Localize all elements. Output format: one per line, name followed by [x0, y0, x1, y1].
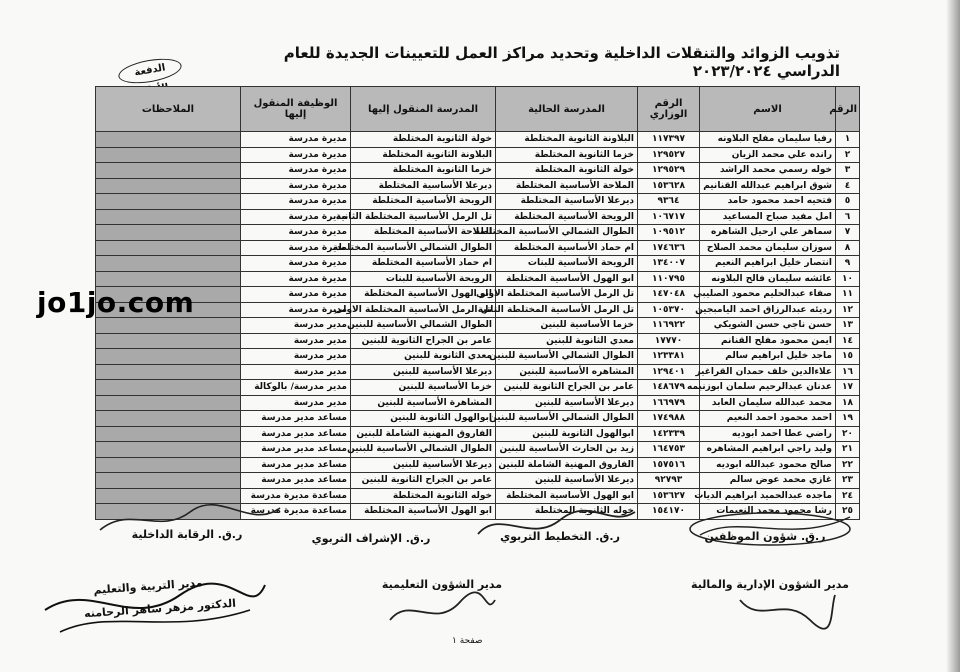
cell-id: ١٤٧٠٤٨ [638, 287, 700, 303]
cell-target: معدي الثانوية للبنين [351, 349, 496, 365]
cell-current: ابو الهول الأساسية المختلطة [496, 271, 638, 287]
cell-current: تل الرمل الأساسية المختلطة الثانية [496, 302, 638, 318]
signature-educational-supervision: ر.ق. الإشراف التربوي [311, 532, 431, 545]
table-row [96, 442, 860, 458]
cell-target: تل الرمل الأساسية المختلطة الثانية [351, 209, 496, 225]
cell-notes [96, 147, 241, 163]
cell-name: رانده علي محمد الزيان [700, 147, 836, 163]
cell-current: عامر بن الجراح الثانوية للبنين [496, 380, 638, 396]
cell-no: ١٠ [836, 271, 860, 287]
cell-name: صالح محمود عبدالله ابوديه [700, 457, 836, 473]
cell-id: ١٥٣٦٢٧ [638, 488, 700, 504]
cell-notes [96, 457, 241, 473]
handwritten-signature-icon [470, 506, 640, 546]
cell-job: مدير مدرسة [241, 318, 351, 334]
cell-notes [96, 380, 241, 396]
table-row [96, 240, 860, 256]
cell-name: حسن ناجي حسن الشويكي [700, 318, 836, 334]
cell-no: ١٢ [836, 302, 860, 318]
cell-id: ١٠٩٥١٢ [638, 225, 700, 241]
cell-current: الطوال الشمالي الأساسية للبنين [496, 349, 638, 365]
cell-job: مساعدة مديرة مدرسة [241, 504, 351, 520]
cell-no: ٢ [836, 147, 860, 163]
cell-notes [96, 225, 241, 241]
handwritten-signature-icon [380, 590, 500, 635]
cell-current: خزما الأساسية للبنين [496, 318, 638, 334]
cell-id: ١٥٤١٧٠ [638, 504, 700, 520]
cell-id: ١٤٢٣٣٩ [638, 426, 700, 442]
cell-id: ١٢٩٤٠١ [638, 364, 700, 380]
cell-notes [96, 411, 241, 427]
cell-target: الرويحة الأساسية المختلطة [351, 194, 496, 210]
table-row [96, 426, 860, 442]
cell-no: ٢٠ [836, 426, 860, 442]
cell-no: ٢١ [836, 442, 860, 458]
cell-job: مديرة مدرسة [241, 163, 351, 179]
table-row [96, 302, 860, 318]
cell-notes [96, 132, 241, 148]
cell-name: رفيا سليمان مفلح البلاونه [700, 132, 836, 148]
cell-name: احمد محمود احمد النعيم [700, 411, 836, 427]
cell-id: ١٥٣٦٢٨ [638, 178, 700, 194]
cell-job: مساعدة مديرة مدرسة [241, 488, 351, 504]
cell-name: رديئه عبدالرزاق احمد اليامبجين [700, 302, 836, 318]
cell-target: الملاحة الأساسية المختلطة [351, 225, 496, 241]
cell-notes [96, 349, 241, 365]
cell-no: ٢٢ [836, 457, 860, 473]
header-target-job: الوظيفة المنقول إليها [241, 87, 351, 132]
cell-id: ١٢٩٥٢٩ [638, 163, 700, 179]
cell-current: الطوال الشمالي الأساسية المختلطة [496, 225, 638, 241]
header-ministry-id: الرقم الوزاري [638, 87, 700, 132]
cell-target: عامر بن الجراح الثانوية للبنين [351, 333, 496, 349]
cell-target: المشاهرة الأساسية للبنين [351, 395, 496, 411]
cell-notes [96, 256, 241, 272]
cell-current: ابوالهول الثانوية للبنين [496, 426, 638, 442]
signature-education-director: مدير التربية والتعليم [92, 576, 204, 597]
cell-id: ١٢٣٣٨١ [638, 349, 700, 365]
cell-name: خوله رسمي محمد الراشد [700, 163, 836, 179]
cell-current: البلاونة الثانوية المختلطة [496, 132, 638, 148]
cell-name: علاءالدين خلف حمدان القراغير [700, 364, 836, 380]
cell-current: ابو الهول الأساسية المختلطة [496, 488, 638, 504]
cell-job: مديرة مدرسة [241, 302, 351, 318]
cell-no: ١٥ [836, 349, 860, 365]
header-current-school: المدرسة الحالية [496, 87, 638, 132]
cell-job: مدير مدرسة [241, 349, 351, 365]
table-row [96, 318, 860, 334]
transfers-table [95, 86, 860, 520]
cell-notes [96, 240, 241, 256]
cell-id: ١٤٨٦٧٩ [638, 380, 700, 396]
cell-no: ٧ [836, 225, 860, 241]
cell-notes [96, 318, 241, 334]
cell-no: ٨ [836, 240, 860, 256]
cell-name: شوق ابراهيم عبدالله القنانيم [700, 178, 836, 194]
cell-no: ١٧ [836, 380, 860, 396]
cell-job: مديرة مدرسة [241, 178, 351, 194]
cell-notes [96, 395, 241, 411]
cell-job: مديرة مدرسة [241, 287, 351, 303]
table-row [96, 349, 860, 365]
table-row [96, 271, 860, 287]
watermark: jo1jo.com [37, 286, 195, 319]
cell-current: ديرعلا الأساسية للبنين [496, 473, 638, 489]
cell-id: ١٧٧٧٠ [638, 333, 700, 349]
cell-no: ١ [836, 132, 860, 148]
table-row [96, 163, 860, 179]
cell-job: مدير مدرسة/ بالوكالة [241, 380, 351, 396]
cell-no: ٣ [836, 163, 860, 179]
cell-no: ٩ [836, 256, 860, 272]
cell-target: ام حماد الأساسية المختلطة [351, 256, 496, 272]
cell-name: ايمن محمود مفلح القنانم [700, 333, 836, 349]
handwritten-signature-icon [90, 500, 290, 540]
signature-educational-planning: ر.ق. التخطيط التربوي [500, 530, 620, 543]
handwritten-signature-icon [40, 570, 270, 640]
signature-admin-finance-director: مدير الشؤون الإدارية والمالية [691, 578, 849, 591]
cell-no: ٦ [836, 209, 860, 225]
cell-id: ١٣٤٠٠٧ [638, 256, 700, 272]
table-row [96, 457, 860, 473]
cell-current: ديرعلا الأساسية للبنين [496, 395, 638, 411]
cell-current: الرويحة الأساسية المختلطة [496, 209, 638, 225]
cell-current: خولة الثانوية المختلطة [496, 163, 638, 179]
cell-job: مدير مدرسة [241, 364, 351, 380]
signature-director-name: الدكتور مزهر ساهر الرحامنه [83, 596, 237, 621]
cell-no: ٥ [836, 194, 860, 210]
header-notes: الملاحظات [96, 87, 241, 132]
scan-edge-shadow [946, 0, 960, 672]
cell-id: ١٦٤٧٥٣ [638, 442, 700, 458]
cell-target: ابو الهول الأساسية المختلطة [351, 287, 496, 303]
cell-job: مدير مدرسة [241, 333, 351, 349]
cell-name: عدنان عبدالرحيم سلمان ابوزنيمه [700, 380, 836, 396]
cell-notes [96, 178, 241, 194]
cell-name: ماجده عبدالحميد ابراهيم الديات [700, 488, 836, 504]
cell-current: الرويحة الأساسية للبنات [496, 256, 638, 272]
cell-notes [96, 426, 241, 442]
cell-id: ١٠٥٣٧٠ [638, 302, 700, 318]
signature-educational-affairs-director: مدير الشؤون التعليمية [381, 578, 503, 591]
cell-notes [96, 473, 241, 489]
cell-id: ١١٧٣٩٧ [638, 132, 700, 148]
cell-name: عائشه سليمان فالح البلاونه [700, 271, 836, 287]
cell-name: سماهر علي ارحيل الشاهره [700, 225, 836, 241]
cell-target: خزما الثانوية المختلطة [351, 163, 496, 179]
cell-no: ١١ [836, 287, 860, 303]
cell-no: ٢٥ [836, 504, 860, 520]
cell-no: ١٨ [836, 395, 860, 411]
cell-current: الفاروق المهنية الشاملة للبنين [496, 457, 638, 473]
cell-name: امل مفيد صباح المساعيد [700, 209, 836, 225]
cell-current: خزما الثانوية المختلطة [496, 147, 638, 163]
cell-target: خوله الثانوية المختلطة [351, 488, 496, 504]
cell-notes [96, 271, 241, 287]
cell-target: ديرعلا الأساسية للبنين [351, 457, 496, 473]
cell-name: فتحيه احمد محمود حامد [700, 194, 836, 210]
table-row [96, 256, 860, 272]
cell-target: ديرعلا الأساسية المختلطة [351, 178, 496, 194]
cell-job: مديرة مدرسة [241, 256, 351, 272]
cell-no: ١٩ [836, 411, 860, 427]
cell-id: ١٢٩٥٢٧ [638, 147, 700, 163]
cell-target: ديرعلا الأساسية للبنين [351, 364, 496, 380]
header-number: الرقم [836, 87, 860, 132]
cell-current: الملاحة الأساسية المختلطة [496, 178, 638, 194]
cell-no: ١٦ [836, 364, 860, 380]
table-row [96, 395, 860, 411]
cell-target: خزما الأساسية للبنين [351, 380, 496, 396]
cell-name: راضي عطا احمد ابوديه [700, 426, 836, 442]
cell-job: مديرة مدرسة [241, 225, 351, 241]
cell-notes [96, 194, 241, 210]
cell-current: تل الرمل الأساسية المختلطة الاولى [496, 287, 638, 303]
cell-job: مديرة مدرسة [241, 271, 351, 287]
cell-target: الفاروق المهنية الشاملة للبنين [351, 426, 496, 442]
cell-id: ١٠٦٧١٧ [638, 209, 700, 225]
document-title: تذويب الزوائد والتنقلات الداخلية وتحديد مراكز العمل للتعيينات الجديدة للعام الدراسي ٢٠٢٣/٢٠٢٤ [283, 44, 840, 80]
cell-target: خولة الثانوية المختلطة [351, 132, 496, 148]
cell-id: ١١٦٩٢٢ [638, 318, 700, 334]
cell-id: ٩٢٧٩٣ [638, 473, 700, 489]
cell-job: مديرة مدرسة [241, 194, 351, 210]
cell-current: الطوال الشمالي الأساسية للبنين [496, 411, 638, 427]
cell-target: الطوال الشمالي الأساسية للبنين [351, 318, 496, 334]
batch-stamp: الدفعة [117, 55, 184, 88]
cell-target: تل الرمل الأساسية المختلطة الاولى [351, 302, 496, 318]
table-row [96, 209, 860, 225]
page-number: صفحة ١ [452, 636, 483, 646]
cell-notes [96, 333, 241, 349]
cell-notes [96, 364, 241, 380]
cell-target: ابو الهول الأساسية المختلطة [351, 504, 496, 520]
cell-current: زيد بن الحارث الأساسية للبنين [496, 442, 638, 458]
cell-target: البلاونة الثانوية المختلطة [351, 147, 496, 163]
cell-id: ١١٠٧٩٥ [638, 271, 700, 287]
cell-target: الطوال الشمالي الأساسية المختلطة [351, 240, 496, 256]
cell-id: ١٥٧٥١٦ [638, 457, 700, 473]
table-row [96, 364, 860, 380]
cell-no: ٢٣ [836, 473, 860, 489]
cell-target: عامر بن الجراح الثانوية للبنين [351, 473, 496, 489]
cell-id: ١٧٤٦٣٦ [638, 240, 700, 256]
header-target-school: المدرسة المنقول إليها [351, 87, 496, 132]
table-row [96, 147, 860, 163]
cell-target: ابوالهول الثانوية للبنين [351, 411, 496, 427]
cell-job: مدير مدرسة [241, 395, 351, 411]
cell-notes [96, 209, 241, 225]
cell-no: ٤ [836, 178, 860, 194]
cell-job: مديرة مدرسة [241, 132, 351, 148]
cell-name: انتصار خليل ابراهيم النعيم [700, 256, 836, 272]
cell-notes [96, 442, 241, 458]
table-row [96, 380, 860, 396]
cell-no: ١٣ [836, 318, 860, 334]
cell-current: المشاهره الأساسية للبنين [496, 364, 638, 380]
cell-name: غازي محمد عوض سالم [700, 473, 836, 489]
header-name: الاسم [700, 87, 836, 132]
cell-target: الطوال الشمالي الأساسية للبنين [351, 442, 496, 458]
cell-current: معدي الثانوية للبنين [496, 333, 638, 349]
cell-id: ١٧٤٩٨٨ [638, 411, 700, 427]
cell-job: مساعد مدير مدرسة [241, 426, 351, 442]
table-row [96, 178, 860, 194]
cell-name: رشا محمود محمد النعيمات [700, 504, 836, 520]
cell-current: خوله الثانوية المختلطة [496, 504, 638, 520]
cell-job: مساعد مدير مدرسة [241, 473, 351, 489]
cell-id: ١٦٦٩٧٩ [638, 395, 700, 411]
cell-notes [96, 163, 241, 179]
cell-job: مساعد مدير مدرسة [241, 442, 351, 458]
table-row [96, 287, 860, 303]
cell-job: مديرة مدرسة [241, 240, 351, 256]
table-row [96, 132, 860, 148]
cell-id: ٩٣٦٤ [638, 194, 700, 210]
cell-name: محمد عبدالله سليمان العابد [700, 395, 836, 411]
table-row [96, 411, 860, 427]
handwritten-signature-icon [730, 590, 840, 630]
cell-name: وليد راجي ابراهيم المشاهره [700, 442, 836, 458]
cell-job: مديرة مدرسة [241, 147, 351, 163]
table-header-row [96, 87, 860, 132]
handwritten-signature-icon [680, 505, 860, 550]
table-body [96, 132, 860, 520]
cell-name: ماجد خليل ابراهيم سالم [700, 349, 836, 365]
cell-job: مساعد مدير مدرسة [241, 411, 351, 427]
cell-no: ٢٤ [836, 488, 860, 504]
cell-name: سوزان سليمان محمد الصلاح [700, 240, 836, 256]
cell-current: ام حماد الأساسية المختلطة [496, 240, 638, 256]
table-row [96, 473, 860, 489]
cell-current: ديرعلا الأساسية المختلطة [496, 194, 638, 210]
table-row [96, 333, 860, 349]
table-row [96, 194, 860, 210]
signature-internal-oversight: ر.ق. الرقابة الداخلية [131, 528, 243, 541]
cell-name: صفاء عبدالحليم محمود الصليبي [700, 287, 836, 303]
table-row [96, 225, 860, 241]
cell-job: مديرة مدرسة [241, 209, 351, 225]
cell-target: الرويحة الأساسية للبنات [351, 271, 496, 287]
cell-job: مساعد مدير مدرسة [241, 457, 351, 473]
cell-no: ١٤ [836, 333, 860, 349]
signature-personnel-affairs: ر.ق. شؤون الموظفين [704, 530, 826, 543]
